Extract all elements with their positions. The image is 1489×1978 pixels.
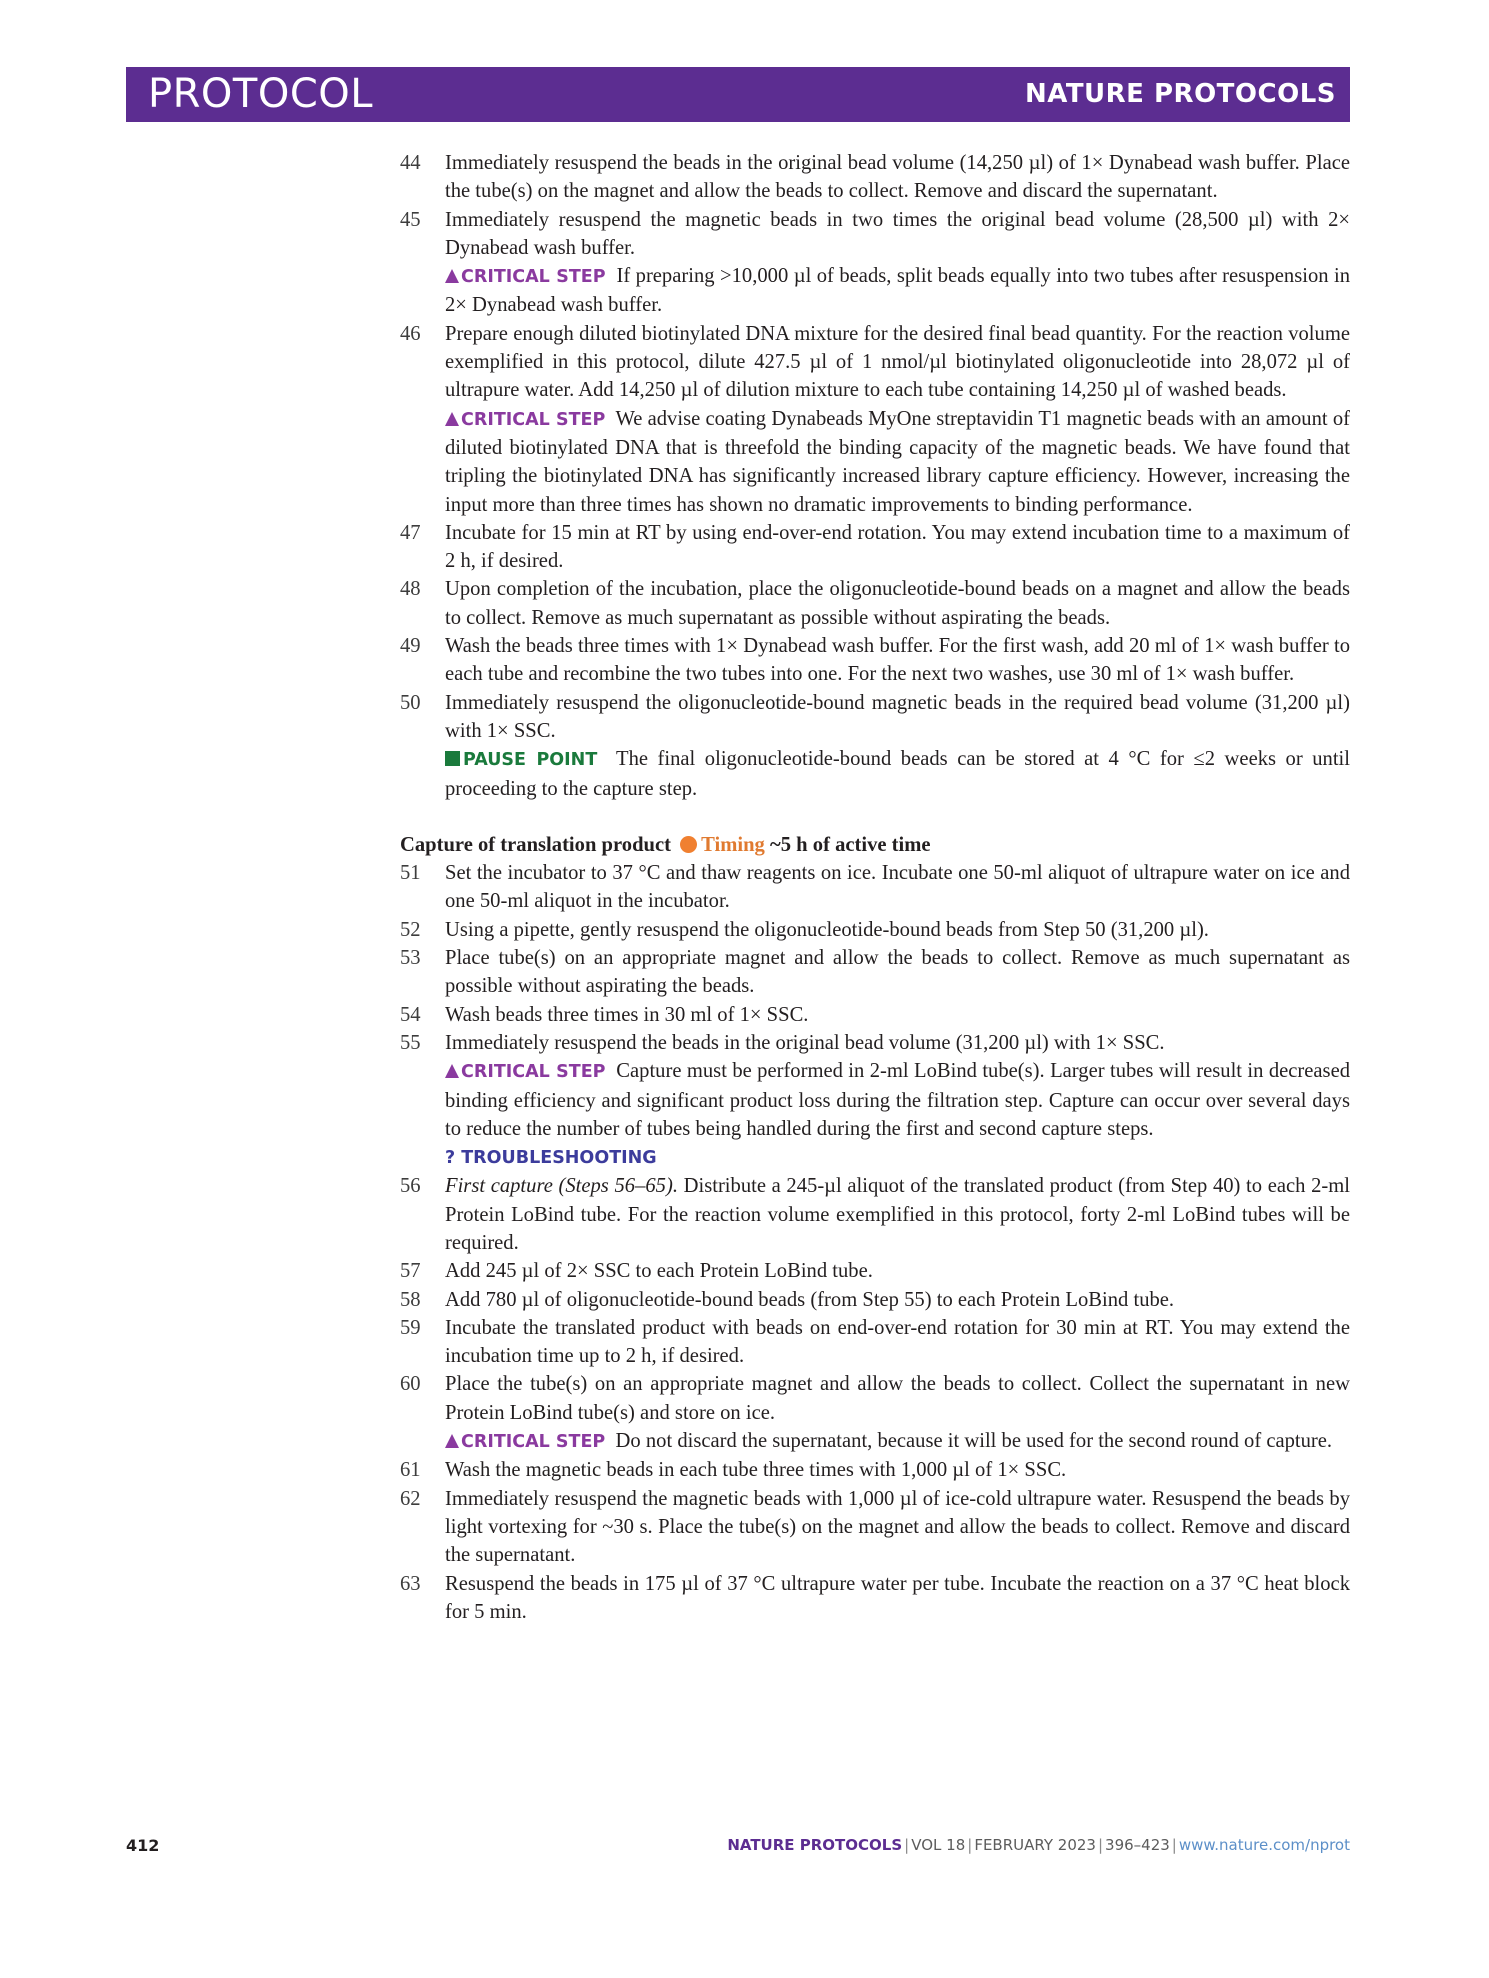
step-number: 55 — [400, 1031, 421, 1054]
step-58 — [400, 1286, 1350, 1314]
step-46 — [400, 320, 1350, 405]
critical-step-note — [445, 1057, 1350, 1143]
step-57 — [400, 1257, 1350, 1285]
step-text: Prepare enough diluted biotinylated DNA mixture for the desired final bead quantity. For the reaction volume exemplified in this protocol, dilute 427.5 µl of 1 nmol/µl biotinylated oligonucleotide into 28,072 µl of ultrapure water. Add 14,250 µl of dilution mixture to each tube containing 14,250 µl of washed beads. — [445, 322, 1350, 402]
critical-triangle-icon — [445, 269, 459, 283]
journal-name: NATURE PROTOCOLS — [1024, 79, 1336, 109]
critical-step-note — [445, 1427, 1350, 1456]
step-61 — [400, 1456, 1350, 1484]
troubleshooting-label: ? TROUBLESHOOTING — [445, 1148, 657, 1169]
step-number: 56 — [400, 1175, 421, 1198]
footer-date: FEBRUARY 2023 — [974, 1836, 1096, 1854]
step-text: Add 245 µl of 2× SSC to each Protein LoBind tube. — [445, 1260, 873, 1283]
step-number: 52 — [400, 918, 421, 941]
step-text: Immediately resuspend the oligonucleotide-bound magnetic beads in the required bead volume (31,200 µl) with 1× SSC. — [445, 691, 1350, 742]
step-number: 60 — [400, 1373, 421, 1396]
step-number: 46 — [400, 322, 421, 345]
critical-step-label: CRITICAL STEP — [461, 1432, 606, 1453]
critical-step-text: We advise coating Dynabeads MyOne streptavidin T1 magnetic beads with an amount of diluted biotinylated DNA that is threefold the binding capacity of the magnetic beads. We have found that tripling the biotinylated DNA has significantly increased library capture efficiency. However, increasing the input more than three times has shown no dramatic improvements to binding performance. — [445, 407, 1350, 516]
step-62 — [400, 1485, 1350, 1570]
step-51 — [400, 859, 1350, 916]
critical-triangle-icon — [445, 412, 459, 426]
critical-step-text: Capture must be performed in 2-ml LoBind tube(s). Larger tubes will result in decreased binding efficiency and significant product loss during the filtration step. Capture can occur over several days to reduce the number of tubes being handled during the first and second capture steps. — [445, 1060, 1351, 1140]
step-text: Place the tube(s) on an appropriate magnet and allow the beads to collect. Collect the supernatant in new Protein LoBind tube(s) and store on ice. — [445, 1373, 1350, 1424]
protocol-content — [400, 149, 1350, 1626]
step-number: 51 — [400, 862, 421, 885]
critical-step-label: CRITICAL STEP — [461, 409, 606, 430]
step-59 — [400, 1314, 1350, 1371]
critical-step-note — [445, 405, 1350, 519]
step-49 — [400, 632, 1350, 689]
step-56 — [400, 1172, 1350, 1257]
step-47 — [400, 519, 1350, 576]
step-50 — [400, 689, 1350, 746]
critical-step-text: Do not discard the supernatant, because it will be used for the second round of capture. — [615, 1430, 1333, 1453]
step-45 — [400, 206, 1350, 263]
critical-step-label: CRITICAL STEP — [461, 267, 606, 288]
step-text: Using a pipette, gently resuspend the oligonucleotide-bound beads from Step 50 (31,200 µl). — [445, 918, 1209, 941]
step-number: 45 — [400, 208, 421, 231]
page-number: 412 — [126, 1836, 160, 1855]
step-number: 49 — [400, 635, 421, 658]
footer-pages: 396–423 — [1105, 1836, 1170, 1854]
timing-value: ~5 h of active time — [770, 833, 931, 856]
step-text: Resuspend the beads in 175 µl of 37 °C ultrapure water per tube. Incubate the reaction on a 37 °C heat block for 5 min. — [445, 1572, 1350, 1623]
step-text: Wash beads three times in 30 ml of 1× SSC. — [445, 1003, 809, 1026]
critical-step-label: CRITICAL STEP — [461, 1062, 606, 1083]
step-number: 59 — [400, 1316, 421, 1339]
step-number: 47 — [400, 521, 421, 544]
step-text: Immediately resuspend the beads in the original bead volume (14,250 µl) of 1× Dynabead wash buffer. Place the tube(s) on the magnet and allow the beads to collect. Remove and discard the supernatant. — [445, 152, 1350, 203]
step-number: 61 — [400, 1459, 421, 1482]
step-text: Set the incubator to 37 °C and thaw reagents on ice. Incubate one 50-ml aliquot of ultrapure water on ice and one 50-ml aliquot in the incubator. — [445, 862, 1350, 913]
footer-journal: NATURE PROTOCOLS — [727, 1836, 903, 1854]
critical-triangle-icon — [445, 1434, 459, 1448]
step-48 — [400, 575, 1350, 632]
step-number: 54 — [400, 1003, 421, 1026]
footer-citation: NATURE PROTOCOLS | VOL 18 | FEBRUARY 2023 | 396–423 | www.nature.com/nprot — [727, 1836, 1350, 1854]
step-60 — [400, 1370, 1350, 1427]
timing-label: Timing — [701, 833, 765, 856]
step-text: Upon completion of the incubation, place the oligonucleotide-bound beads on a magnet and allow the beads to collect. Remove as much supernatant as possible without aspirating the beads. — [445, 578, 1350, 629]
pause-point-note — [445, 745, 1350, 803]
step-number: 53 — [400, 947, 421, 970]
critical-triangle-icon — [445, 1064, 459, 1078]
footer-volume: VOL 18 — [911, 1836, 966, 1854]
troubleshooting-link — [445, 1143, 1350, 1172]
step-53 — [400, 944, 1350, 1001]
step-44 — [400, 149, 1350, 206]
section-title: Capture of translation product — [400, 833, 671, 856]
step-text: Incubate the translated product with beads on end-over-end rotation for 30 min at RT. You may extend the incubation time up to 2 h, if desired. — [445, 1316, 1350, 1368]
step-subheading: First capture (Steps 56–65). — [445, 1175, 678, 1198]
section-label: PROTOCOL — [148, 71, 374, 117]
step-number: 50 — [400, 691, 421, 714]
step-52 — [400, 916, 1350, 944]
step-number: 58 — [400, 1288, 421, 1311]
step-text: Immediately resuspend the beads in the original bead volume (31,200 µl) with 1× SSC. — [445, 1031, 1165, 1054]
step-number: 48 — [400, 578, 421, 601]
step-text-body: Distribute a 245-µl aliquot of the translated product (from Step 40) to each 2-ml Protein LoBind tube. For the reaction volume exemplified in this protocol, forty 2-ml LoBind tubes will be required. — [445, 1175, 1350, 1254]
step-text: Immediately resuspend the magnetic beads in two times the original bead volume (28,500 µl) with 2× Dynabead wash buffer. — [445, 208, 1350, 259]
step-number: 57 — [400, 1260, 421, 1283]
pause-point-text: The final oligonucleotide-bound beads can be stored at 4 °C for ≤2 weeks or until proceeding to the capture step. — [445, 748, 1350, 800]
step-text: Wash the beads three times with 1× Dynabead wash buffer. For the first wash, add 20 ml of 1× wash buffer to each tube and recombine the two tubes into one. For the next two washes, use 30 ml of 1× wash buffer. — [445, 635, 1350, 686]
step-number: 63 — [400, 1572, 421, 1595]
step-number: 62 — [400, 1487, 421, 1510]
step-text: Incubate for 15 min at RT by using end-over-end rotation. You may extend incubation time to a maximum of 2 h, if desired. — [445, 521, 1350, 573]
critical-step-text: If preparing >10,000 µl of beads, split beads equally into two tubes after resuspension in 2× Dynabead wash buffer. — [445, 265, 1351, 317]
critical-step-note — [445, 262, 1350, 320]
pause-point-label: PAUSE POINT — [463, 750, 598, 771]
step-63 — [400, 1570, 1350, 1627]
footer-url-link[interactable]: www.nature.com/nprot — [1178, 1836, 1350, 1854]
step-54 — [400, 1001, 1350, 1029]
step-text: Immediately resuspend the magnetic beads with 1,000 µl of ice-cold ultrapure water. Resuspend the beads by light vortexing for ~30 s. Place the tube(s) on the magnet and allow the beads to collect. Remove and discard the supernatant. — [445, 1487, 1350, 1567]
step-55 — [400, 1029, 1350, 1057]
pause-square-icon — [445, 751, 460, 766]
step-text: Add 780 µl of oligonucleotide-bound beads (from Step 55) to each Protein LoBind tube. — [445, 1288, 1175, 1311]
section-heading — [400, 831, 1350, 859]
step-text — [445, 1172, 1350, 1257]
timing-dot-icon — [680, 836, 697, 853]
step-text: Place tube(s) on an appropriate magnet and allow the beads to collect. Remove as much supernatant as possible without aspirating the beads. — [445, 947, 1350, 998]
step-number: 44 — [400, 152, 421, 174]
step-text: Wash the magnetic beads in each tube three times with 1,000 µl of 1× SSC. — [445, 1459, 1067, 1482]
header-bar — [126, 67, 1350, 122]
